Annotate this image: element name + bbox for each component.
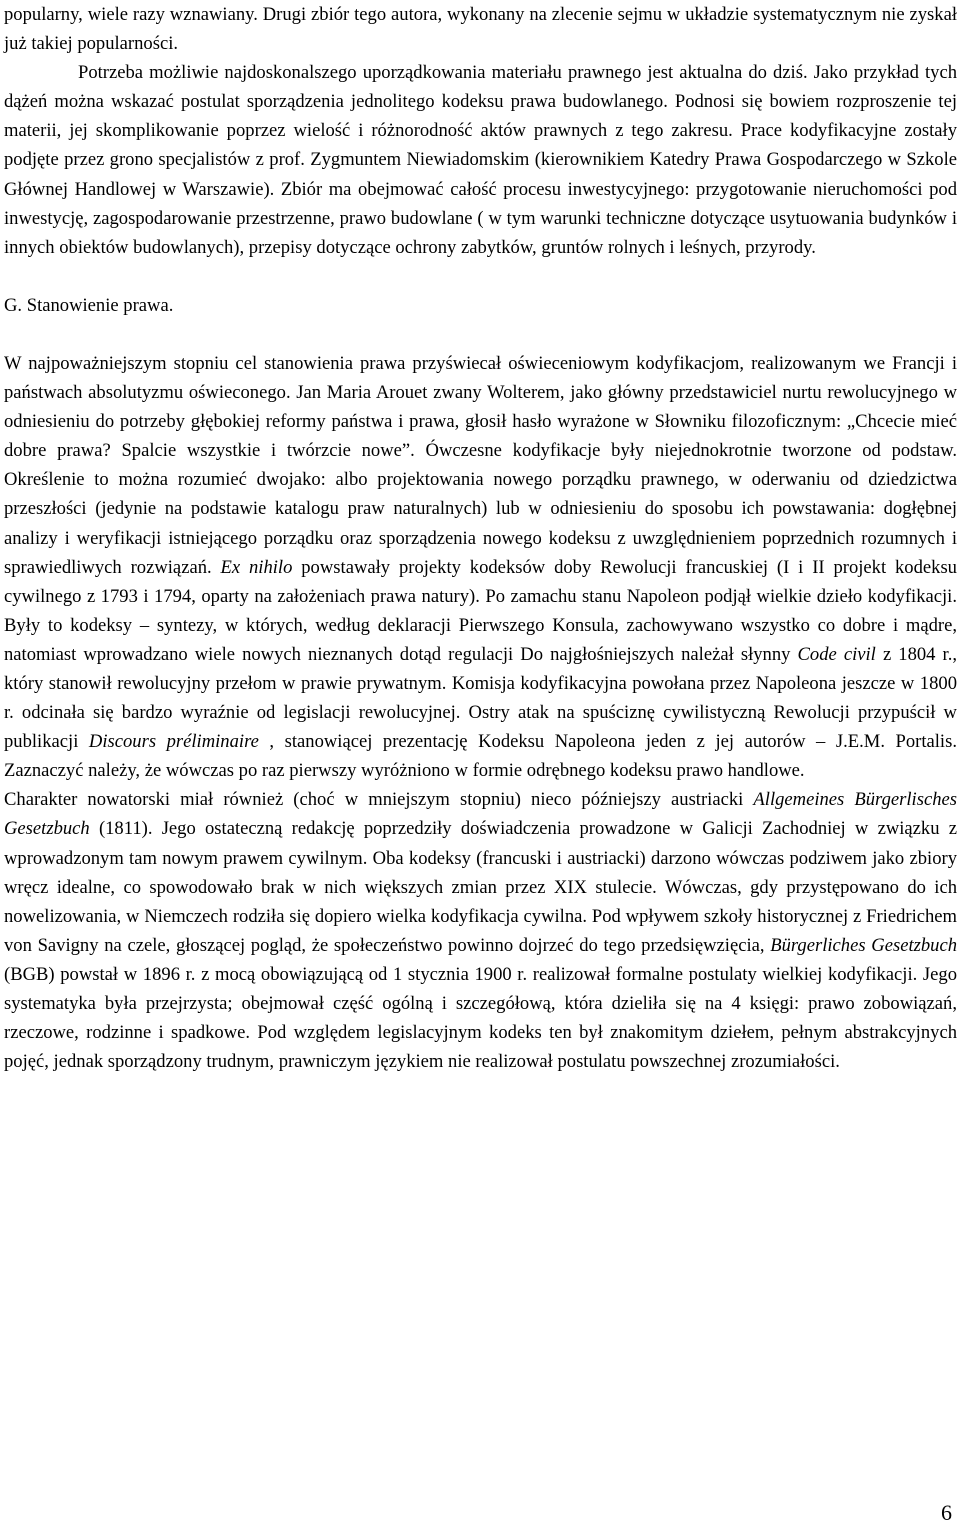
page-number: 6: [941, 1500, 952, 1525]
paragraph-4-text-2: (1811). Jego ostateczną redakcję poprzedziły doświadczenia prowadzone w Galicji Zachodniej w związku z wprowadzonym tam nowym prawem cywilnym. Oba kodeksy (francuski i austriacki) darzono wówczas podziwem jako zbiory wręcz idealne, co spowodowało brak w nich większych zmian przez XIX stulecie. Wówczas, gdy przystępowano do ich nowelizowania, w Niemczech rodziła się dopiero wielka kodyfikacja cywilna. Pod wpływem szkoły historycznej z Friedrichem von Savigny na czele, głoszącej pogląd, że społeczeństwo powinno dojrzeć do tego przedsięwzięcia,: [4, 818, 957, 956]
paragraph-3-text-4: , stanowiącej prezentację Kodeksu Napoleona jeden z jej autorów – J.E.M. Portalis. Zaznaczyć należy, że wówczas po raz pierwszy wyróżniono w formie odrębnego kodeksu prawo handlowe.: [4, 731, 957, 782]
paragraph-3-italic-2: Code civil: [797, 643, 876, 665]
paragraph-4-text-1: Charakter nowatorski miał również (choć w mniejszym stopniu) nieco późniejszy austriacki: [4, 789, 754, 811]
paragraph-3-text-1: W najpoważniejszym stopniu cel stanowienia prawa przyświecał oświeceniowym kodyfikacjom, realizowanym we Francji i państwach absolutyzmu oświeconego. Jan Maria Arouet zwany Wolterem, jako główny przedstawiciel nurtu rewolucyjnego w odniesieniu do potrzeby głębokiej reformy państwa i prawa, głosił hasło wyrażone w Słowniku filozoficznym: „Chcecie mieć dobre prawa? Spalcie wszystkie i twórzcie nowe”. Ówczesne kodyfikacje były niejednokrotnie tworzone od podstaw. Określenie to można rozumieć dwojako: albo projektowania nowego porządku prawnego, w oderwaniu od dziedzictwa przeszłości (jedynie na podstawie katalogu praw naturalnych) lub w odniesieniu do sposobu ich powstawania: dogłębnej analizy i weryfikacji istniejącego porządku oraz sporządzenia nowego kodeksu z uwzględnieniem poprzednich rozumnych i sprawiedliwych rozwiązań.: [4, 352, 957, 578]
paragraph-4-italic-1: Allgemeines Bürgerlisches Gesetzbuch: [4, 789, 957, 840]
paragraph-2-text: Potrzeba możliwie najdoskonalszego uporządkowania materiału prawnego jest aktualna do dziś. Jako przykład tych dążeń można wskazać postulat sporządzenia jednolitego kodeksu prawa budowlanego. Podnosi się bowiem rozproszenie tej materii, jej skomplikowanie poprzez wielość i różnorodność aktów prawnych z tego zakresu. Prace kodyfikacyjne zostały podjęte przez grono specjalistów z prof. Zygmuntem Niewiadomskim (kierownikiem Katedry Prawa Gospodarczego w Szkole Głównej Handlowej w Warszawie). Zbiór ma obejmować całość procesu inwestycyjnego: przygotowanie nieruchomości pod inwestycję, zagospodarowanie przestrzenne, prawo budowlane ( w tym warunki techniczne dotyczące usytuowania budynków i innych obiektów budowlanych), przepisy dotyczące ochrony zabytków, gruntów rolnych i leśnych, przyrody.: [4, 62, 957, 258]
paragraph-4: [4, 785, 957, 1076]
section-heading: G. Stanowienie prawa.: [4, 294, 174, 316]
paragraph-3-italic-1: Ex nihilo: [220, 556, 293, 578]
paragraph-3-italic-3: Discours préliminaire: [88, 731, 259, 753]
paragraph-1-text: popularny, wiele razy wznawiany. Drugi zbiór tego autora, wykonany na zlecenie sejmu w układzie systematycznym nie zyskał już takiej popularności.: [4, 4, 957, 55]
paragraph-3-text-2: powstawały projekty kodeksów doby Rewolucji francuskiej (I i II projekt kodeksu cywilnego z 1793 i 1794, oparty na założeniach prawa natury). Po zamachu stanu Napoleon podjął wielkie dzieło kodyfikacji. Były to kodeksy – syntezy, w których, według deklaracji Pierwszego Konsula, zachowywano wszystko co dobre i mądre, natomiast wprowadzano wiele nowych nieznanych dotąd regulacji Do najgłośniejszych należał słynny: [4, 556, 957, 665]
spacer: [4, 320, 957, 349]
paragraph-1: [4, 0, 957, 58]
paragraph-3: [4, 349, 957, 785]
spacer: [4, 262, 957, 291]
paragraph-3-text-3: z 1804 r., który stanowił rewolucyjny przełom w prawie prywatnym. Komisja kodyfikacyjna powołana przez Napoleona jeszcze w 1800 r. odcinała się bardzo wyraźnie od legislacji rewolucyjnej. Ostry atak na spuściznę cywilistyczną Rewolucji przypuścił w publikacji: [4, 643, 958, 753]
paragraph-4-italic-2: Bürgerliches Gesetzbuch: [770, 934, 957, 956]
paragraph-2: [4, 58, 957, 262]
paragraph-4-text-3: (BGB) powstał w 1896 r. z mocą obowiązującą od 1 stycznia 1900 r. realizował formalne postulaty wielkiej kodyfikacji. Jego systematyka była przejrzysta; obejmował część ogólną i szczegółową, która dzieliła się na 4 księgi: prawo zobowiązań, rzeczowe, rodzinne i spadkowe. Pod względem legislacyjnym kodeks ten był znakomitym dziełem, pełnym abstrakcyjnych pojęć, jednak sporządzony trudnym, prawniczym językiem nie realizował postulatu powszechnej zrozumiałości.: [4, 963, 957, 1073]
